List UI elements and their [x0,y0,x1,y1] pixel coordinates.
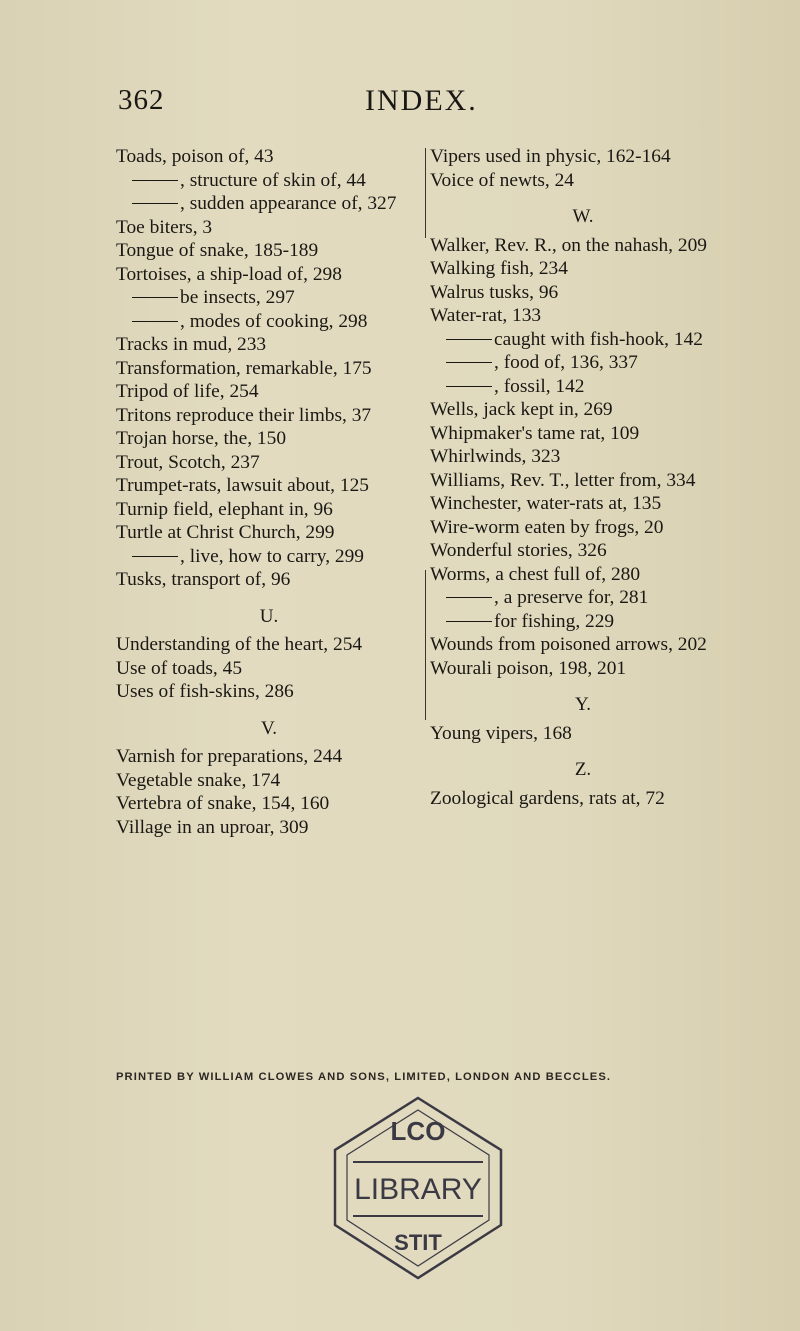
ditto-dash [132,321,178,322]
ditto-dash [446,339,492,340]
index-subentry-text: , modes of cooking, 298 [180,310,368,332]
stamp-top-text: LCO [390,1116,446,1146]
index-subentry [116,169,422,193]
ditto-dash [132,203,178,204]
index-entry: Tusks, transport of, 96 [116,569,291,590]
index-entry: Winchester, water-rats at, 135 [430,493,662,514]
section-letter: V. [260,717,278,739]
stamp-bottom-text: STIT [394,1230,442,1255]
index-subentry-text: caught with fish-hook, 142 [494,328,703,350]
index-subentry-text: , sudden appearance of, 327 [180,193,397,214]
index-entry: Wonderful stories, 326 [430,540,607,561]
running-head: INDEX. [365,84,478,117]
index-entry: Vertebra of snake, 154, 160 [116,793,330,814]
index-entry: Whirlwinds, 323 [430,446,561,467]
index-subentry [430,375,736,399]
page-number: 362 [118,84,165,116]
index-entry: Turtle at Christ Church, 299 [116,522,335,543]
index-subentry [430,351,736,375]
index-entry: Voice of newts, 24 [430,169,574,191]
ditto-dash [446,621,492,622]
index-entry: Trojan horse, the, 150 [116,428,287,449]
index-subentry [430,328,736,352]
ditto-dash [132,180,178,181]
index-subentry-text: , fossil, 142 [494,375,585,397]
ditto-dash [446,386,492,387]
index-entry: Vegetable snake, 174 [116,769,281,791]
index-column-right [430,145,736,810]
ditto-dash [132,556,178,557]
index-entry: Tongue of snake, 185-189 [116,240,319,261]
section-letter: W. [572,206,594,227]
page-header [0,84,800,124]
index-entry: Tritons reproduce their limbs, 37 [116,404,372,426]
index-subentry [430,610,736,634]
index-entry: Transformation, remarkable, 175 [116,357,372,379]
index-entry: Toe biters, 3 [116,216,213,238]
index-entry: Toads, poison of, 43 [116,146,274,167]
column-rule [425,570,426,720]
index-subentry-text: , structure of skin of, 44 [180,169,366,191]
index-subentry-text: be insects, 297 [180,287,295,308]
index-column-left [116,145,422,839]
index-entry: Tracks in mud, 233 [116,334,267,355]
ditto-dash [132,297,178,298]
index-entry: Young vipers, 168 [430,722,572,744]
ditto-dash [446,362,492,363]
index-entry: Tortoises, a ship-load of, 298 [116,263,342,285]
section-letter: U. [259,605,279,627]
column-rule [425,148,426,238]
index-entry: Turnip field, elephant in, 96 [116,498,333,520]
index-entry: Wells, jack kept in, 269 [430,399,613,420]
index-entry: Understanding of the heart, 254 [116,634,363,655]
index-subentry-text: , a preserve for, 281 [494,587,649,608]
index-subentry [116,192,422,216]
index-entry: Trout, Scotch, 237 [116,451,260,473]
ditto-dash [446,597,492,598]
section-letter: Y. [574,694,592,715]
index-subentry-text: , live, how to carry, 299 [180,545,364,567]
index-entry: Zoological gardens, rats at, 72 [430,787,665,809]
index-subentry [430,586,736,610]
index-entry: Wounds from poisoned arrows, 202 [430,634,707,655]
index-subentry-text: , food of, 136, 337 [494,352,638,373]
index-entry: Wourali poison, 198, 201 [430,657,627,679]
index-entry: Walker, Rev. R., on the nahash, 209 [430,234,707,256]
section-letter: Z. [574,759,592,780]
index-entry: Walking fish, 234 [430,258,568,279]
index-entry: Wire-worm eaten by frogs, 20 [430,516,664,538]
index-subentry [116,545,422,569]
index-entry: Walrus tusks, 96 [430,281,559,303]
index-subentry [116,286,422,310]
index-entry: Varnish for preparations, 244 [116,746,343,767]
index-subentry-text: for fishing, 229 [494,610,615,632]
index-entry: Village in an uproar, 309 [116,816,309,838]
index-entry: Use of toads, 45 [116,657,243,679]
printer-imprint: PRINTED BY WILLIAM CLOWES AND SONS, LIMITED, LONDON AND BECCLES. [116,1071,612,1083]
index-entry: Worms, a chest full of, 280 [430,563,641,585]
index-entry: Whipmaker's tame rat, 109 [430,422,640,444]
index-entry: Williams, Rev. T., letter from, 334 [430,469,696,491]
index-entry: Trumpet-rats, lawsuit about, 125 [116,475,369,496]
index-entry: Tripod of life, 254 [116,381,259,402]
library-stamp [313,1080,523,1290]
index-entry: Vipers used in physic, 162-164 [430,146,671,167]
index-subentry [116,310,422,334]
index-entry: Uses of fish-skins, 286 [116,681,294,702]
index-entry: Water-rat, 133 [430,305,542,326]
stamp-center-text: LIBRARY [354,1173,482,1206]
